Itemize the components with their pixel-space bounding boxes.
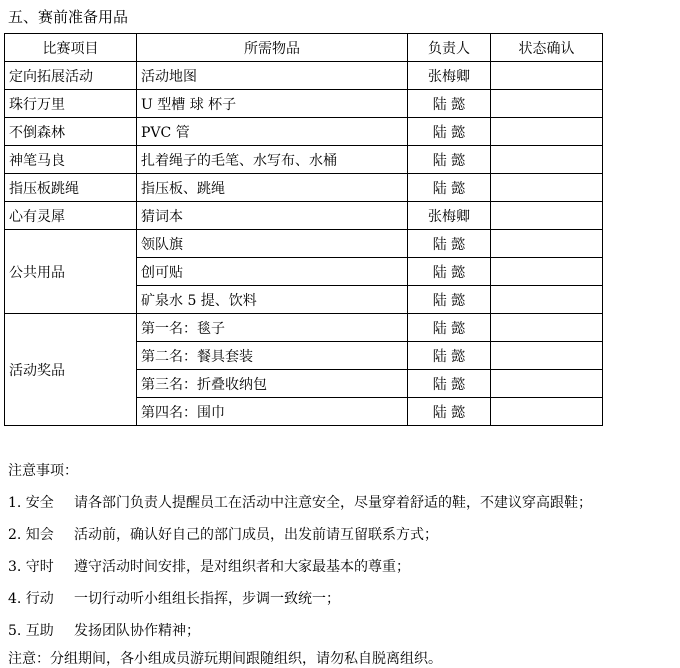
header-owner: 负责人: [408, 34, 491, 62]
project-cell: 神笔马良: [5, 146, 137, 174]
note-text: 发扬团队协作精神；: [74, 623, 200, 639]
status-cell: [491, 90, 603, 118]
owner-cell: 陆 懿: [408, 342, 491, 370]
owner-cell: 陆 懿: [408, 314, 491, 342]
project-cell: 珠行万里: [5, 90, 137, 118]
item-cell: U 型槽 球 杯子: [137, 90, 408, 118]
owner-cell: 陆 懿: [408, 90, 491, 118]
status-cell: [491, 230, 603, 258]
note-item: [8, 620, 200, 640]
status-cell: [491, 258, 603, 286]
item-cell: 扎着绳子的毛笔、水写布、水桶: [137, 146, 408, 174]
item-cell: 活动地图: [137, 62, 408, 90]
item-cell: 领队旗: [137, 230, 408, 258]
status-cell: [491, 146, 603, 174]
status-cell: [491, 398, 603, 426]
project-cell: 指压板跳绳: [5, 174, 137, 202]
item-cell: PVC 管: [137, 118, 408, 146]
header-project: 比赛项目: [5, 34, 137, 62]
note-label: 3. 守时: [8, 559, 54, 575]
status-cell: [491, 202, 603, 230]
table-row: [5, 62, 603, 90]
project-cell: 心有灵犀: [5, 202, 137, 230]
owner-cell: 陆 懿: [408, 258, 491, 286]
project-cell: 不倒森林: [5, 118, 137, 146]
owner-cell: 张梅卿: [408, 62, 491, 90]
header-items: 所需物品: [137, 34, 408, 62]
note-label: 5. 互助: [8, 623, 54, 639]
item-cell: 第一名：毯子: [137, 314, 408, 342]
owner-cell: 陆 懿: [408, 146, 491, 174]
owner-cell: 陆 懿: [408, 370, 491, 398]
table-row: [5, 202, 603, 230]
status-cell: [491, 174, 603, 202]
status-cell: [491, 314, 603, 342]
header-status: 状态确认: [491, 34, 603, 62]
notes-title: 注意事项：: [8, 463, 78, 479]
owner-cell: 陆 懿: [408, 118, 491, 146]
project-cell-public-supplies: 公共用品: [5, 230, 137, 314]
table-row: [5, 174, 603, 202]
project-cell-prizes: 活动奖品: [5, 314, 137, 426]
note-text: 遵守活动时间安排，是对组织者和大家最基本的尊重；: [74, 559, 410, 575]
supplies-table: [4, 33, 603, 426]
item-cell: 第三名：折叠收纳包: [137, 370, 408, 398]
status-cell: [491, 62, 603, 90]
owner-cell: 陆 懿: [408, 230, 491, 258]
item-cell: 矿泉水 5 提、饮料: [137, 286, 408, 314]
owner-cell: 陆 懿: [408, 398, 491, 426]
item-cell: 第四名：围巾: [137, 398, 408, 426]
status-cell: [491, 370, 603, 398]
project-cell: 定向拓展活动: [5, 62, 137, 90]
owner-cell: 张梅卿: [408, 202, 491, 230]
table-row: [5, 146, 603, 174]
item-cell: 第二名：餐具套装: [137, 342, 408, 370]
item-cell: 创可贴: [137, 258, 408, 286]
status-cell: [491, 286, 603, 314]
note-item: [8, 556, 410, 576]
status-cell: [491, 342, 603, 370]
table-row: [5, 118, 603, 146]
note-text: 请各部门负责人提醒员工在活动中注意安全，尽量穿着舒适的鞋，不建议穿高跟鞋；: [74, 495, 592, 511]
note-text: 一切行动听小组组长指挥，步调一致统一；: [74, 591, 340, 607]
note-label: 1. 安全: [8, 495, 54, 511]
note-item: [8, 492, 592, 512]
note-label: 4. 行动: [8, 591, 54, 607]
table-header-row: [5, 34, 603, 62]
table-row: [5, 230, 603, 258]
item-cell: 指压板、跳绳: [137, 174, 408, 202]
note-text: 活动前，确认好自己的部门成员，出发前请互留联系方式；: [74, 527, 438, 543]
owner-cell: 陆 懿: [408, 286, 491, 314]
table-row: [5, 314, 603, 342]
item-cell: 猜词本: [137, 202, 408, 230]
table-row: [5, 90, 603, 118]
note-item: [8, 588, 340, 608]
owner-cell: 陆 懿: [408, 174, 491, 202]
final-note: 注意：分组期间，各小组成员游玩期间跟随组织，请勿私自脱离组织。: [8, 651, 442, 667]
note-label: 2. 知会: [8, 527, 54, 543]
section-title: 五、赛前准备用品: [8, 8, 129, 26]
status-cell: [491, 118, 603, 146]
note-item: [8, 524, 438, 544]
